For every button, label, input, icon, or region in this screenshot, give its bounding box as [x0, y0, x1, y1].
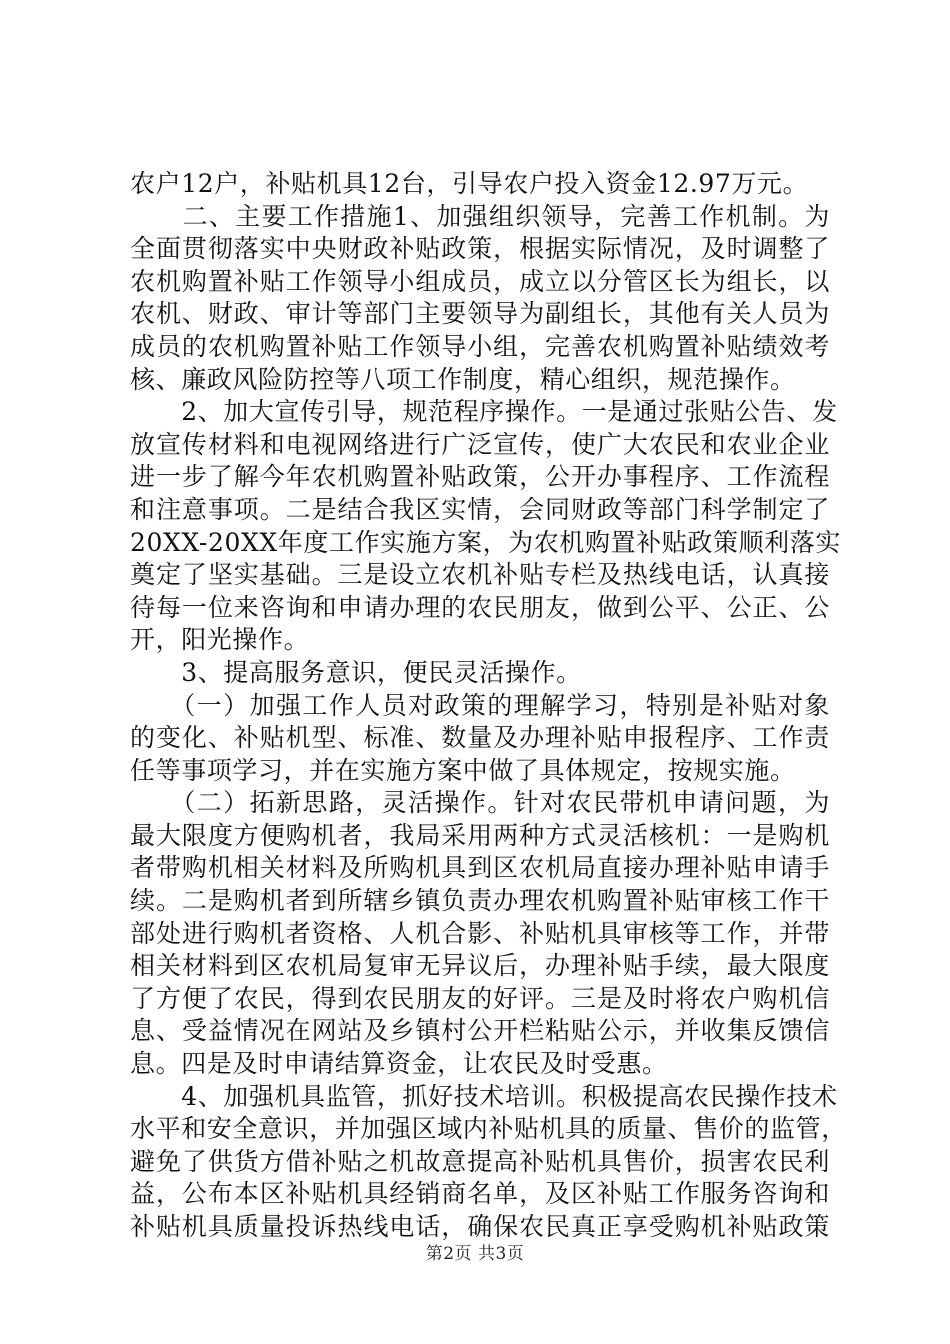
text-line: 放宣传材料和电视网络进行广泛宣传，使广大农民和农业企业: [130, 429, 830, 459]
text-line: 相关材料到区农机局复审无异议后，办理补贴手续，最大限度: [130, 951, 830, 981]
text-line: 进一步了解今年农机购置补贴政策，公开办事程序、工作流程: [130, 462, 830, 492]
text-line: 和注意事项。二是结合我区实情，会同财政等部门科学制定了: [130, 494, 830, 524]
text-line: 2、加大宣传引导，规范程序操作。一是通过张贴公告、发: [130, 397, 838, 427]
text-line: 4、加强机具监管，抓好技术培训。积极提高农民操作技术: [130, 1081, 838, 1111]
document-body: [130, 168, 847, 1244]
text-line: 农机购置补贴工作领导小组成员，成立以分管区长为组长，以: [130, 266, 830, 296]
text-line: 农户12户，补贴机具12台，引导农户投入资金12.97万元。: [130, 169, 809, 198]
text-line: 最大限度方便购机者，我局采用两种方式灵活核机：一是购机: [130, 820, 830, 850]
text-line: 息、受益情况在网站及乡镇村公开栏粘贴公示，并收集反馈信: [130, 1016, 830, 1046]
text-line: 开，阳光操作。: [130, 625, 310, 655]
text-line: 水平和安全意识，并加强区域内补贴机具的质量、售价的监管，: [130, 1114, 847, 1144]
text-line: 息。四是及时申请结算资金，让农民及时受惠。: [130, 1049, 668, 1079]
text-line: 避免了供货方借补贴之机故意提高补贴机具售价，损害农民利: [130, 1146, 830, 1176]
text-line: 3、提高服务意识，便民灵活操作。: [130, 657, 582, 687]
text-line: 核、廉政风险防控等八项工作制度，精心组织，规范操作。: [130, 364, 796, 394]
text-line: 待每一位来咨询和申请办理的农民朋友，做到公平、公正、公: [130, 592, 830, 622]
text-line: 补贴机具质量投诉热线电话，确保农民真正享受购机补贴政策: [130, 1212, 830, 1241]
text-line: 奠定了坚实基础。三是设立农机补贴专栏及热线电话，认真接: [130, 560, 830, 590]
text-line: （一）加强工作人员对政策的理解学习，特别是补贴对象: [130, 690, 830, 720]
text-line: 任等事项学习，并在实施方案中做了具体规定，按规实施。: [130, 755, 796, 785]
text-line: 的变化、补贴机型、标准、数量及办理补贴申报程序、工作责: [130, 723, 830, 753]
text-line: 农机、财政、审计等部门主要领导为副组长，其他有关人员为: [130, 299, 830, 329]
text-line: 成员的农机购置补贴工作领导小组，完善农机购置补贴绩效考: [130, 331, 830, 361]
text-line: 部处进行购机者资格、人机合影、补贴机具审核等工作，并带: [130, 918, 830, 948]
text-line: 二、主要工作措施1、加强组织领导，完善工作机制。为: [130, 201, 830, 231]
text-line: 了方便了农民，得到农民朋友的好评。三是及时将农户购机信: [130, 983, 830, 1013]
text-line: 益，公布本区补贴机具经销商名单，及区补贴工作服务咨询和: [130, 1179, 830, 1209]
text-line: 续。二是购机者到所辖乡镇负责办理农机购置补贴审核工作干: [130, 886, 830, 916]
text-line: 20XX-20XX年度工作实施方案，为农机购置补贴政策顺利落实: [130, 527, 841, 557]
text-line: 全面贯彻落实中央财政补贴政策，根据实际情况，及时调整了: [130, 234, 830, 264]
text-line: （二）拓新思路，灵活操作。针对农民带机申请问题，为: [130, 788, 830, 818]
text-line: 者带购机相关材料及所购机具到区农机局直接办理补贴申请手: [130, 853, 830, 883]
page-footer: 第2页 共3页: [425, 1244, 525, 1264]
